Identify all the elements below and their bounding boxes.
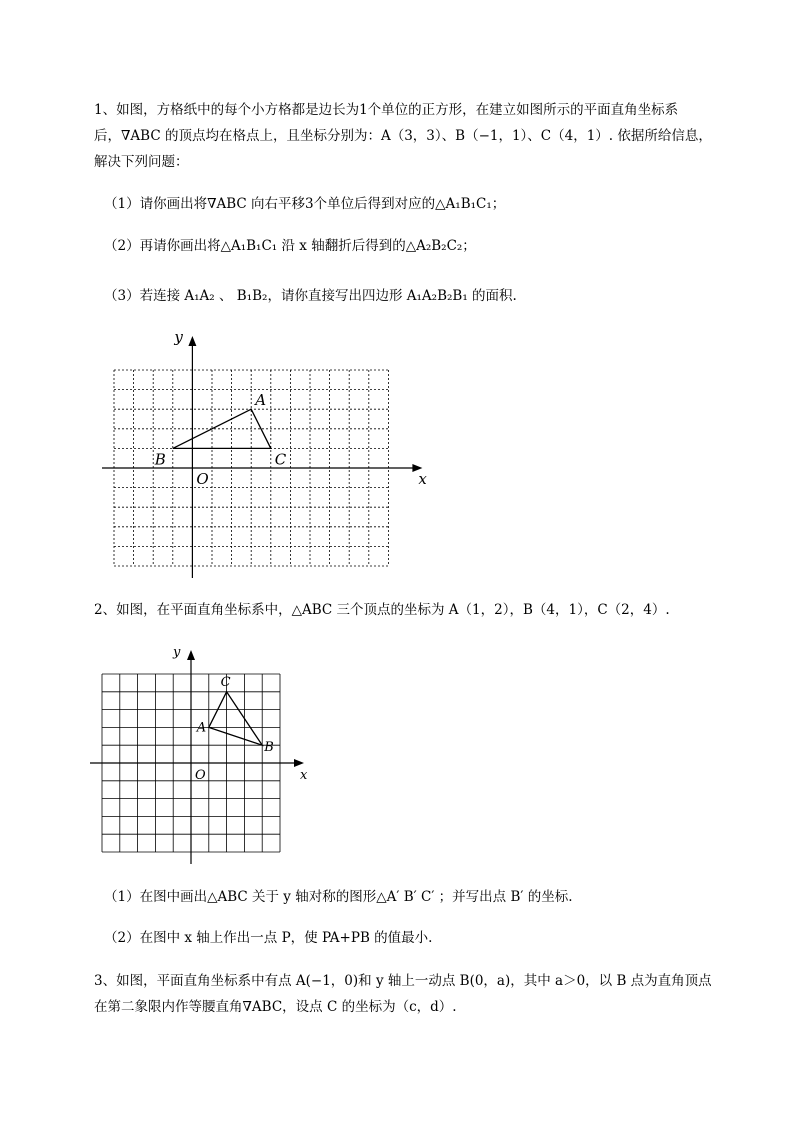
y-axis-label: y (173, 645, 181, 660)
y-axis-arrow (187, 650, 195, 660)
q1-line-2: 后，∇ABC 的顶点均在格点上，且坐标分别为：A（3，3）、B（−1，1）、C（4，1）. 依据所给信息， (94, 128, 712, 144)
q1-line-1: 1、如图，方格纸中的每个小方格都是边长为1个单位的正方形，在建立如图所示的平面直角坐标系 (94, 102, 679, 118)
q3-line-1: 3、如图，平面直角坐标系中有点 A(−1，0)和 y 轴上一动点 B(0，a)，其中 a＞0，以 B 点为直角顶点 (94, 973, 712, 989)
vertex-label-c: C (220, 674, 231, 690)
vertex-label-b: B (264, 740, 274, 756)
q2-part-1: （1）在图中画出△ABC 关于 y 轴对称的图形△A′ B′ C′ ；并写出点 B′ 的坐标. (104, 889, 573, 905)
vertex-label-a: A (196, 720, 207, 736)
q1-part-1: （1）请你画出将∇ABC 向右平移3个单位后得到对应的△A₁B₁C₁； (104, 196, 506, 212)
vertex-label-b: B (154, 450, 166, 469)
y-axis-arrow (188, 336, 196, 346)
q1-part-3: （3）若连接 A₁A₂ 、 B₁B₂，请你直接写出四边形 A₁A₂B₂B₁ 的面积. (104, 288, 517, 304)
y-axis-label: y (174, 328, 183, 346)
q3-line-2: 在第二象限内作等腰直角∇ABC，设点 C 的坐标为（c，d）. (94, 999, 457, 1015)
vertex-label-c: C (274, 450, 287, 469)
q1-line-3: 解决下列问题： (94, 154, 189, 170)
q2-part-2: （2）在图中 x 轴上作出一点 P，使 PA+PB 的值最小. (104, 930, 433, 946)
triangle-abc (209, 692, 262, 745)
origin-label: O (196, 470, 209, 488)
q2-coordinate-figure (86, 640, 316, 870)
x-axis-label: x (418, 470, 427, 488)
q1-coordinate-figure (100, 330, 430, 580)
q2-line-1: 2、如图，在平面直角坐标系中，△ABC 三个顶点的坐标为 A（1，2），B（4，1），C（2，4）. (94, 602, 670, 618)
x-axis-label: x (300, 768, 308, 783)
origin-label: O (195, 768, 206, 783)
q1-part-2: （2）再请你画出将△A₁B₁C₁ 沿 x 轴翻折后得到的△A₂B₂C₂； (104, 238, 476, 254)
vertex-label-a: A (255, 391, 267, 410)
x-axis-arrow (294, 759, 304, 767)
